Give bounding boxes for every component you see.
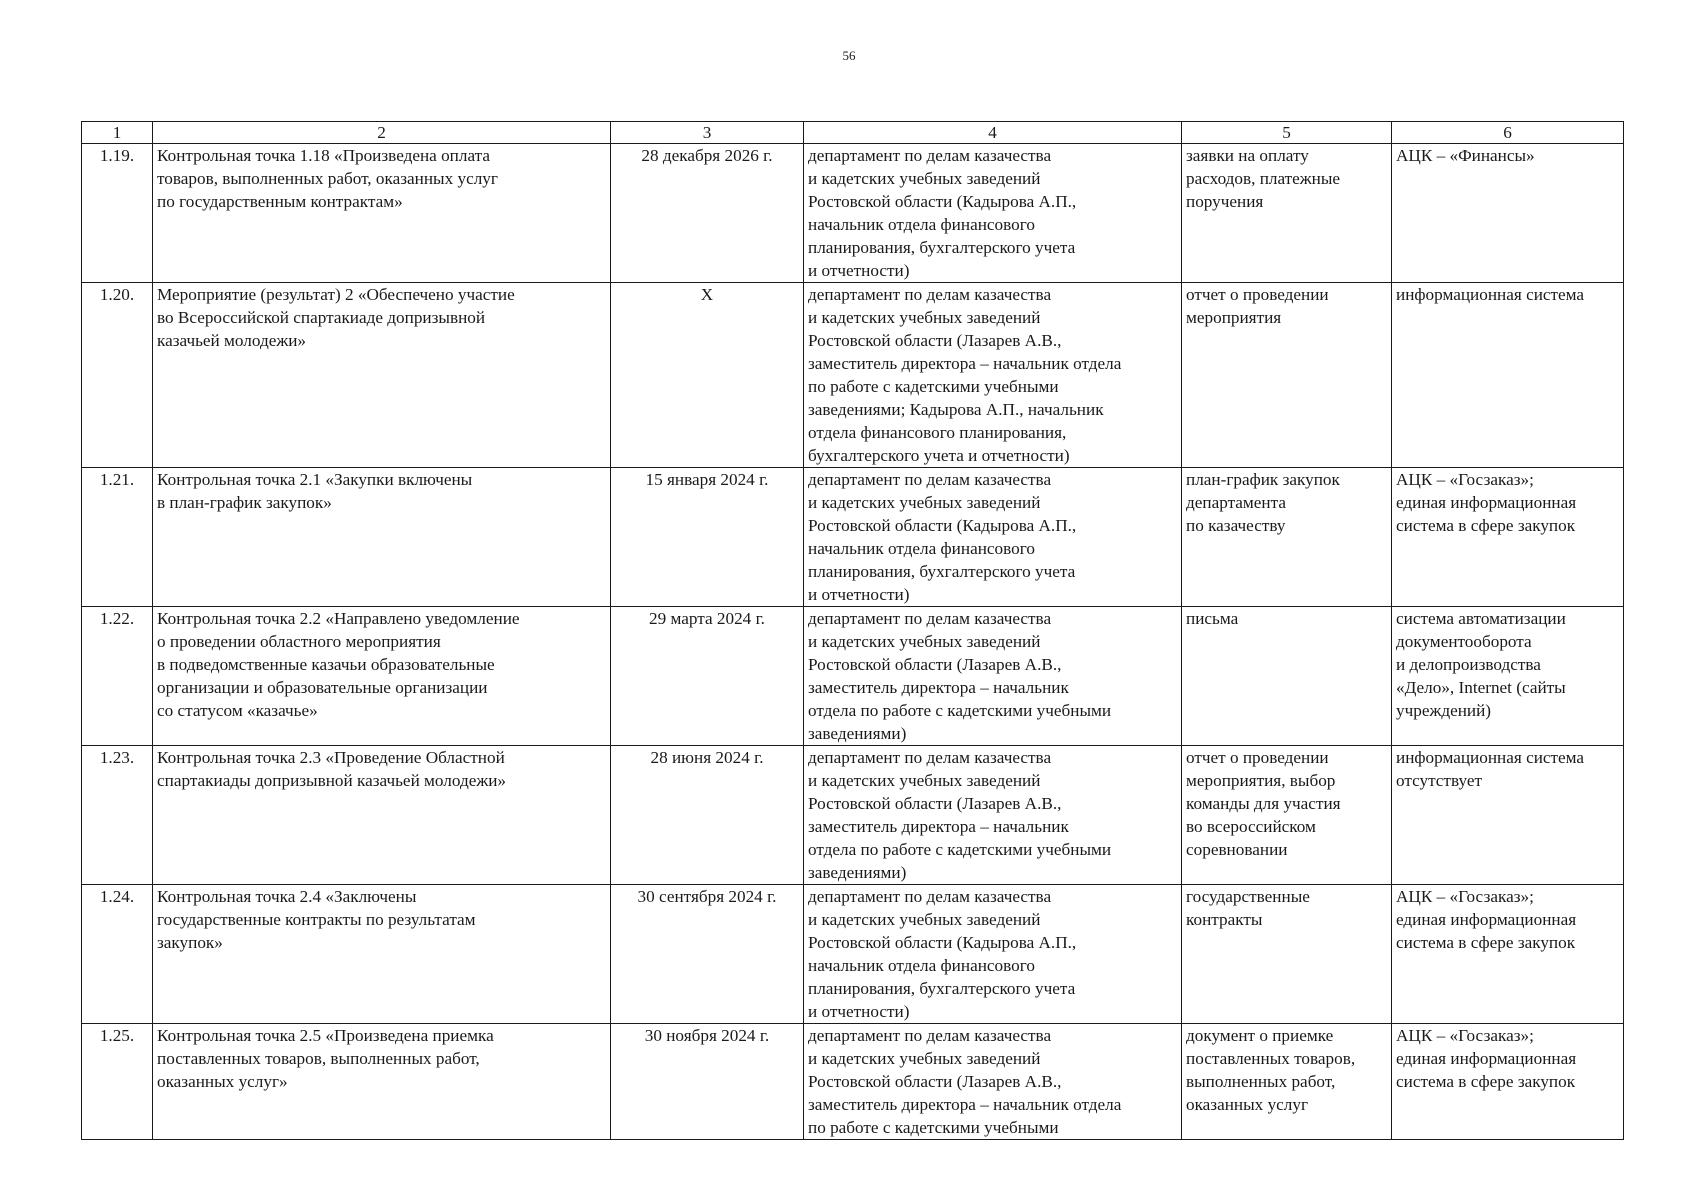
event-name-cell (153, 1024, 611, 1140)
date-cell: Х (611, 283, 804, 468)
cell-line: информационная система (1396, 748, 1585, 767)
cell-line: мероприятия (1186, 308, 1282, 327)
cell-line: Ростовской области (Кадырова А.П., (808, 192, 1077, 211)
event-name-cell (153, 746, 611, 885)
cell-line: и кадетских учебных заведений (808, 169, 1041, 188)
cell-line: Мероприятие (результат) 2 «Обеспечено участие (157, 285, 515, 304)
cell-line: АЦК – «Госзаказ»; (1396, 887, 1534, 906)
cell-line: расходов, платежные (1186, 169, 1341, 188)
table-row (82, 1024, 1624, 1140)
column-header: 3 (611, 122, 804, 144)
cell-line: бухгалтерского учета и отчетности) (808, 446, 1070, 465)
cell-line: департамент по делам казачества (808, 1026, 1052, 1045)
cell-line: и делопроизводства (1396, 655, 1541, 674)
cell-line: казачьей молодежи» (157, 331, 307, 350)
cell-line: Контрольная точка 2.1 «Закупки включены (157, 470, 473, 489)
cell-line: начальник отдела финансового (808, 215, 1035, 234)
cell-line: в план-график закупок» (157, 493, 332, 512)
cell-line: документооборота (1396, 632, 1532, 651)
cell-line: единая информационная (1396, 910, 1577, 929)
cell-line: по работе с кадетскими учебными (808, 377, 1059, 396)
responsible-cell (804, 885, 1182, 1024)
cell-line: департамент по делам казачества (808, 470, 1052, 489)
table-row (82, 144, 1624, 283)
cell-line: оказанных услуг (1186, 1095, 1309, 1114)
cell-line: заявки на оплату (1186, 146, 1309, 165)
cell-line: выполненных работ, (1186, 1072, 1336, 1091)
cell-line: заместитель директора – начальник (808, 678, 1069, 697)
cell-line: единая информационная (1396, 493, 1577, 512)
row-number-cell: 1.22. (82, 607, 153, 746)
cell-line: по работе с кадетскими учебными (808, 1118, 1059, 1137)
cell-line: и отчетности) (808, 261, 910, 280)
cell-line: система в сфере закупок (1396, 516, 1576, 535)
cell-line: по казачеству (1186, 516, 1286, 535)
cell-line: заведениями; Кадырова А.П., начальник (808, 400, 1104, 419)
cell-line: отдела финансового планирования, (808, 423, 1067, 442)
responsible-cell (804, 468, 1182, 607)
cell-line: отчет о проведении (1186, 285, 1329, 304)
cell-line: отдела по работе с кадетскими учебными (808, 701, 1112, 720)
information-system-cell (1392, 468, 1624, 607)
cell-line: АЦК – «Финансы» (1396, 146, 1535, 165)
cell-line: оказанных услуг» (157, 1072, 288, 1091)
cell-line: команды для участия (1186, 794, 1341, 813)
information-system-cell (1392, 283, 1624, 468)
date-cell: 28 июня 2024 г. (611, 746, 804, 885)
column-header: 2 (153, 122, 611, 144)
table-row (82, 468, 1624, 607)
document-cell (1182, 144, 1392, 283)
cell-line: и кадетских учебных заведений (808, 632, 1041, 651)
information-system-cell (1392, 144, 1624, 283)
table-row (82, 885, 1624, 1024)
document-cell (1182, 746, 1392, 885)
cell-line: начальник отдела финансового (808, 539, 1035, 558)
cell-line: департамент по делам казачества (808, 748, 1052, 767)
cell-line: заместитель директора – начальник отдела (808, 354, 1122, 373)
cell-line: начальник отдела финансового (808, 956, 1035, 975)
responsible-cell (804, 607, 1182, 746)
cell-line: организации и образовательные организации (157, 678, 488, 697)
cell-line: во всероссийском (1186, 817, 1316, 836)
cell-line: заместитель директора – начальник отдела (808, 1095, 1122, 1114)
table-row (82, 746, 1624, 885)
information-system-cell (1392, 885, 1624, 1024)
page-number: 56 (842, 48, 856, 63)
cell-line: АЦК – «Госзаказ»; (1396, 1026, 1534, 1045)
cell-line: поручения (1186, 192, 1264, 211)
cell-line: по государственным контрактам» (157, 192, 403, 211)
cell-line: Контрольная точка 2.4 «Заключены (157, 887, 417, 906)
cell-line: и кадетских учебных заведений (808, 1049, 1041, 1068)
cell-line: закупок» (157, 933, 223, 952)
column-header: 4 (804, 122, 1182, 144)
cell-line: и кадетских учебных заведений (808, 910, 1041, 929)
cell-line: в подведомственные казачьи образовательные (157, 655, 495, 674)
cell-line: Контрольная точка 2.2 «Направлено уведомление (157, 609, 520, 628)
column-header: 1 (82, 122, 153, 144)
date-cell: 30 ноября 2024 г. (611, 1024, 804, 1140)
responsible-cell (804, 283, 1182, 468)
cell-line: и кадетских учебных заведений (808, 771, 1041, 790)
cell-line: со статусом «казачье» (157, 701, 318, 720)
cell-line: «Дело», Internet (сайты (1396, 678, 1566, 697)
table-header-row (82, 122, 1624, 144)
information-system-cell (1392, 1024, 1624, 1140)
date-cell: 29 марта 2024 г. (611, 607, 804, 746)
cell-line: государственные контракты по результатам (157, 910, 476, 929)
cell-line: Ростовской области (Лазарев А.В., (808, 331, 1062, 350)
cell-line: единая информационная (1396, 1049, 1577, 1068)
event-name-cell (153, 607, 611, 746)
row-number-cell: 1.25. (82, 1024, 153, 1140)
cell-line: и отчетности) (808, 585, 910, 604)
cell-line: соревновании (1186, 840, 1288, 859)
row-number-cell: 1.19. (82, 144, 153, 283)
cell-line: заведениями) (808, 724, 907, 743)
cell-line: заведениями) (808, 863, 907, 882)
information-system-cell (1392, 607, 1624, 746)
event-name-cell (153, 144, 611, 283)
cell-line: мероприятия, выбор (1186, 771, 1336, 790)
cell-line: документ о приемке (1186, 1026, 1334, 1045)
cell-line: система в сфере закупок (1396, 933, 1576, 952)
cell-line: о проведении областного мероприятия (157, 632, 441, 651)
cell-line: учреждений) (1396, 701, 1492, 720)
cell-line: и кадетских учебных заведений (808, 308, 1041, 327)
row-number-cell: 1.24. (82, 885, 153, 1024)
row-number-cell: 1.20. (82, 283, 153, 468)
cell-line: информационная система (1396, 285, 1585, 304)
cell-line: Контрольная точка 1.18 «Произведена оплата (157, 146, 490, 165)
date-cell: 15 января 2024 г. (611, 468, 804, 607)
column-header: 5 (1182, 122, 1392, 144)
document-cell (1182, 885, 1392, 1024)
cell-line: государственные (1186, 887, 1310, 906)
document-cell (1182, 283, 1392, 468)
cell-line: Ростовской области (Кадырова А.П., (808, 516, 1077, 535)
cell-line: система в сфере закупок (1396, 1072, 1576, 1091)
document-cell (1182, 1024, 1392, 1140)
cell-line: контракты (1186, 910, 1263, 929)
cell-line: поставленных товаров, выполненных работ, (157, 1049, 480, 1068)
cell-line: во Всероссийской спартакиаде допризывной (157, 308, 486, 327)
cell-line: письма (1186, 609, 1239, 628)
responsible-cell (804, 1024, 1182, 1140)
cell-line: Контрольная точка 2.3 «Проведение Областной (157, 748, 505, 767)
cell-line: планирования, бухгалтерского учета (808, 238, 1076, 257)
cell-line: департамента (1186, 493, 1286, 512)
cell-line: Контрольная точка 2.5 «Произведена приемка (157, 1026, 494, 1045)
cell-line: Ростовской области (Лазарев А.В., (808, 794, 1062, 813)
cell-line: и кадетских учебных заведений (808, 493, 1041, 512)
cell-line: АЦК – «Госзаказ»; (1396, 470, 1534, 489)
cell-line: спартакиады допризывной казачьей молодежи» (157, 771, 507, 790)
table-row (82, 283, 1624, 468)
date-cell: 30 сентября 2024 г. (611, 885, 804, 1024)
cell-line: план-график закупок (1186, 470, 1340, 489)
cell-line: Ростовской области (Кадырова А.П., (808, 933, 1077, 952)
responsible-cell (804, 746, 1182, 885)
cell-line: и отчетности) (808, 1002, 910, 1021)
column-header: 6 (1392, 122, 1624, 144)
cell-line: поставленных товаров, (1186, 1049, 1356, 1068)
cell-line: департамент по делам казачества (808, 285, 1052, 304)
cell-line: департамент по делам казачества (808, 609, 1052, 628)
cell-line: система автоматизации (1396, 609, 1566, 628)
event-name-cell (153, 283, 611, 468)
cell-line: заместитель директора – начальник (808, 817, 1069, 836)
cell-line: Ростовской области (Лазарев А.В., (808, 655, 1062, 674)
control-points-table (81, 121, 1624, 1140)
cell-line: департамент по делам казачества (808, 146, 1052, 165)
cell-line: департамент по делам казачества (808, 887, 1052, 906)
event-name-cell (153, 468, 611, 607)
table-body (82, 144, 1624, 1140)
row-number-cell: 1.23. (82, 746, 153, 885)
information-system-cell (1392, 746, 1624, 885)
document-cell (1182, 607, 1392, 746)
cell-line: отчет о проведении (1186, 748, 1329, 767)
cell-line: планирования, бухгалтерского учета (808, 562, 1076, 581)
date-cell: 28 декабря 2026 г. (611, 144, 804, 283)
event-name-cell (153, 885, 611, 1024)
cell-line: планирования, бухгалтерского учета (808, 979, 1076, 998)
cell-line: товаров, выполненных работ, оказанных услуг (157, 169, 498, 188)
cell-line: Ростовской области (Лазарев А.В., (808, 1072, 1062, 1091)
table-row (82, 607, 1624, 746)
document-cell (1182, 468, 1392, 607)
row-number-cell: 1.21. (82, 468, 153, 607)
cell-line: отдела по работе с кадетскими учебными (808, 840, 1112, 859)
cell-line: отсутствует (1396, 771, 1482, 790)
responsible-cell (804, 144, 1182, 283)
